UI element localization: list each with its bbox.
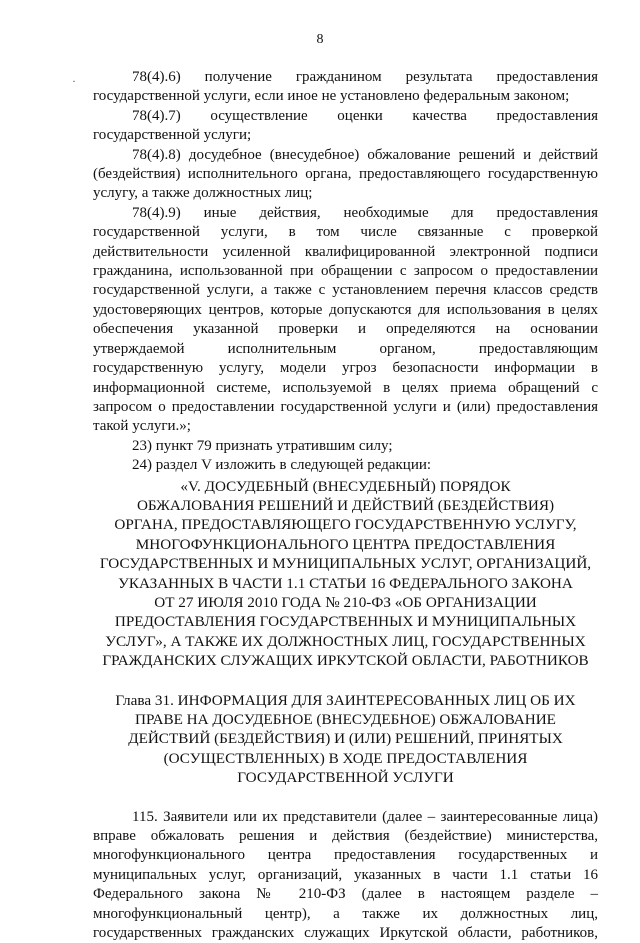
section-heading-line: УСЛУГ», А ТАКЖЕ ИХ ДОЛЖНОСТНЫХ ЛИЦ, ГОСУДАРСТВЕННЫХ: [105, 632, 586, 650]
paragraph: [93, 68, 598, 107]
section-heading: [93, 477, 598, 671]
chapter-heading-line: ГОСУДАРСТВЕННОЙ УСЛУГИ: [237, 769, 454, 787]
paragraph-line: запросом о предоставлении государственной услуги и (или) предоставления: [93, 398, 598, 415]
paragraph-line: (бездействия) исполнительного органа, предоставляющего государственную: [93, 166, 598, 183]
paragraph-line: обеспечения указанной проверки и определяются на основании: [93, 321, 598, 338]
paragraph-line: удостоверяющих центров, которые допускаются для использования в целях: [93, 301, 598, 318]
paragraph-line: государственной услуги;: [93, 127, 252, 144]
paragraph-line: утверждаемой исполнительным органом, предоставляющим: [93, 340, 598, 357]
paragraph-115: [93, 808, 598, 943]
paragraph-line: 78(4).9) иные действия, необходимые для предоставления: [132, 204, 598, 221]
paragraph-115-line: 115. Заявители или их представители (далее – заинтересованные лица): [132, 808, 598, 825]
chapter-heading: [93, 691, 598, 788]
paragraph: [93, 437, 598, 456]
paragraph-115-line: государственных гражданских служащих Иркутской области, работников,: [93, 925, 598, 942]
paragraph-line: государственной услуги, в том числе связанные с проверкой: [93, 224, 598, 241]
paragraph-line: 24) раздел V изложить в следующей редакции:: [132, 457, 432, 474]
paragraph-line: гражданина, использованной при обращении с запросом о предоставлении: [93, 263, 598, 280]
paragraph-line: государственной услуги, а также с установлением перечня классов средств: [93, 282, 598, 299]
section-heading-line: УКАЗАННЫХ В ЧАСТИ 1.1 СТАТЬИ 16 ФЕДЕРАЛЬНОГО ЗАКОНА: [118, 574, 573, 592]
margin-mark: ·: [72, 74, 76, 88]
section-heading-line: МНОГОФУНКЦИОНАЛЬНОГО ЦЕНТРА ПРЕДОСТАВЛЕНИЯ: [135, 535, 556, 553]
paragraph-line: действительности усиленной квалифицированной электронной подписи: [93, 243, 598, 260]
page-number: 8: [316, 32, 324, 47]
paragraph-line: государственной услуги, если иное не установлено федеральным законом;: [93, 88, 570, 105]
document-body: [93, 68, 598, 943]
chapter-heading-line: ДЕЙСТВИЙ (БЕЗДЕЙСТВИЯ) И (ИЛИ) РЕШЕНИЙ, ПРИНЯТЫХ: [128, 730, 563, 748]
paragraph-line: 78(4).6) получение гражданином результата предоставления: [132, 69, 598, 85]
paragraph: [93, 456, 598, 475]
paragraph-line: 23) пункт 79 признать утратившим силу;: [132, 437, 393, 454]
chapter-heading-line: (ОСУЩЕСТВЛЕННЫХ) В ХОДЕ ПРЕДОСТАВЛЕНИЯ: [163, 749, 528, 767]
paragraph-line: информационной системе, используемой в целях приема обращений с: [93, 379, 598, 396]
amendment-paragraphs: [93, 68, 598, 476]
paragraph-115-line: муниципальных услуг, организаций, указанных в части 1.1 статьи 16: [93, 866, 598, 883]
paragraph-115-line: вправе обжаловать решения и действия (бездействие) министерства,: [93, 828, 598, 845]
section-heading-line: «V. ДОСУДЕБНЫЙ (ВНЕСУДЕБНЫЙ) ПОРЯДОК: [180, 477, 511, 495]
paragraph-line: государственную услугу, модели угроз безопасности информации в: [93, 360, 598, 377]
paragraph-line: 78(4).7) осуществление оценки качества предоставления: [132, 107, 598, 124]
paragraph: [93, 107, 598, 146]
section-heading-line: ОБЖАЛОВАНИЯ РЕШЕНИЙ И ДЕЙСТВИЙ (БЕЗДЕЙСТВИЯ): [136, 496, 555, 514]
section-heading-line: ГОСУДАРСТВЕННЫХ И МУНИЦИПАЛЬНЫХ УСЛУГ, ОРГАНИЗАЦИЙ,: [99, 555, 592, 573]
paragraph-line: услугу, а также должностных лиц;: [93, 185, 313, 202]
paragraph-115-line: Федерального закона № 210-ФЗ (далее в настоящем разделе –: [93, 886, 598, 903]
paragraph-115-line: многофункционального центра предоставления государственных и: [93, 847, 598, 864]
paragraph-line: такой услуги.»;: [93, 418, 191, 435]
chapter-heading-line: Глава 31. ИНФОРМАЦИЯ ДЛЯ ЗАИНТЕРЕСОВАННЫХ ЛИЦ ОБ ИХ: [115, 691, 576, 709]
section-heading-line: ГРАЖДАНСКИХ СЛУЖАЩИХ ИРКУТСКОЙ ОБЛАСТИ, РАБОТНИКОВ: [102, 652, 589, 670]
paragraph: [93, 146, 598, 204]
chapter-heading-line: ПРАВЕ НА ДОСУДЕБНОЕ (ВНЕСУДЕБНОЕ) ОБЖАЛОВАНИЕ: [135, 711, 556, 728]
paragraph-115-line: многофункциональный центр), а также их должностных лиц,: [93, 905, 598, 922]
section-heading-line: ПРЕДОСТАВЛЕНИЯ ГОСУДАРСТВЕННЫХ И МУНИЦИПАЛЬНЫХ: [114, 613, 577, 631]
section-heading-line: ОТ 27 ИЮЛЯ 2010 ГОДА № 210-ФЗ «ОБ ОРГАНИЗАЦИИ: [154, 593, 537, 611]
paragraph: [93, 204, 598, 437]
section-heading-line: ОРГАНА, ПРЕДОСТАВЛЯЮЩЕГО ГОСУДАРСТВЕННУЮ УСЛУГУ,: [114, 516, 577, 534]
paragraph-line: 78(4).8) досудебное (внесудебное) обжалование решений и действий: [132, 146, 598, 163]
